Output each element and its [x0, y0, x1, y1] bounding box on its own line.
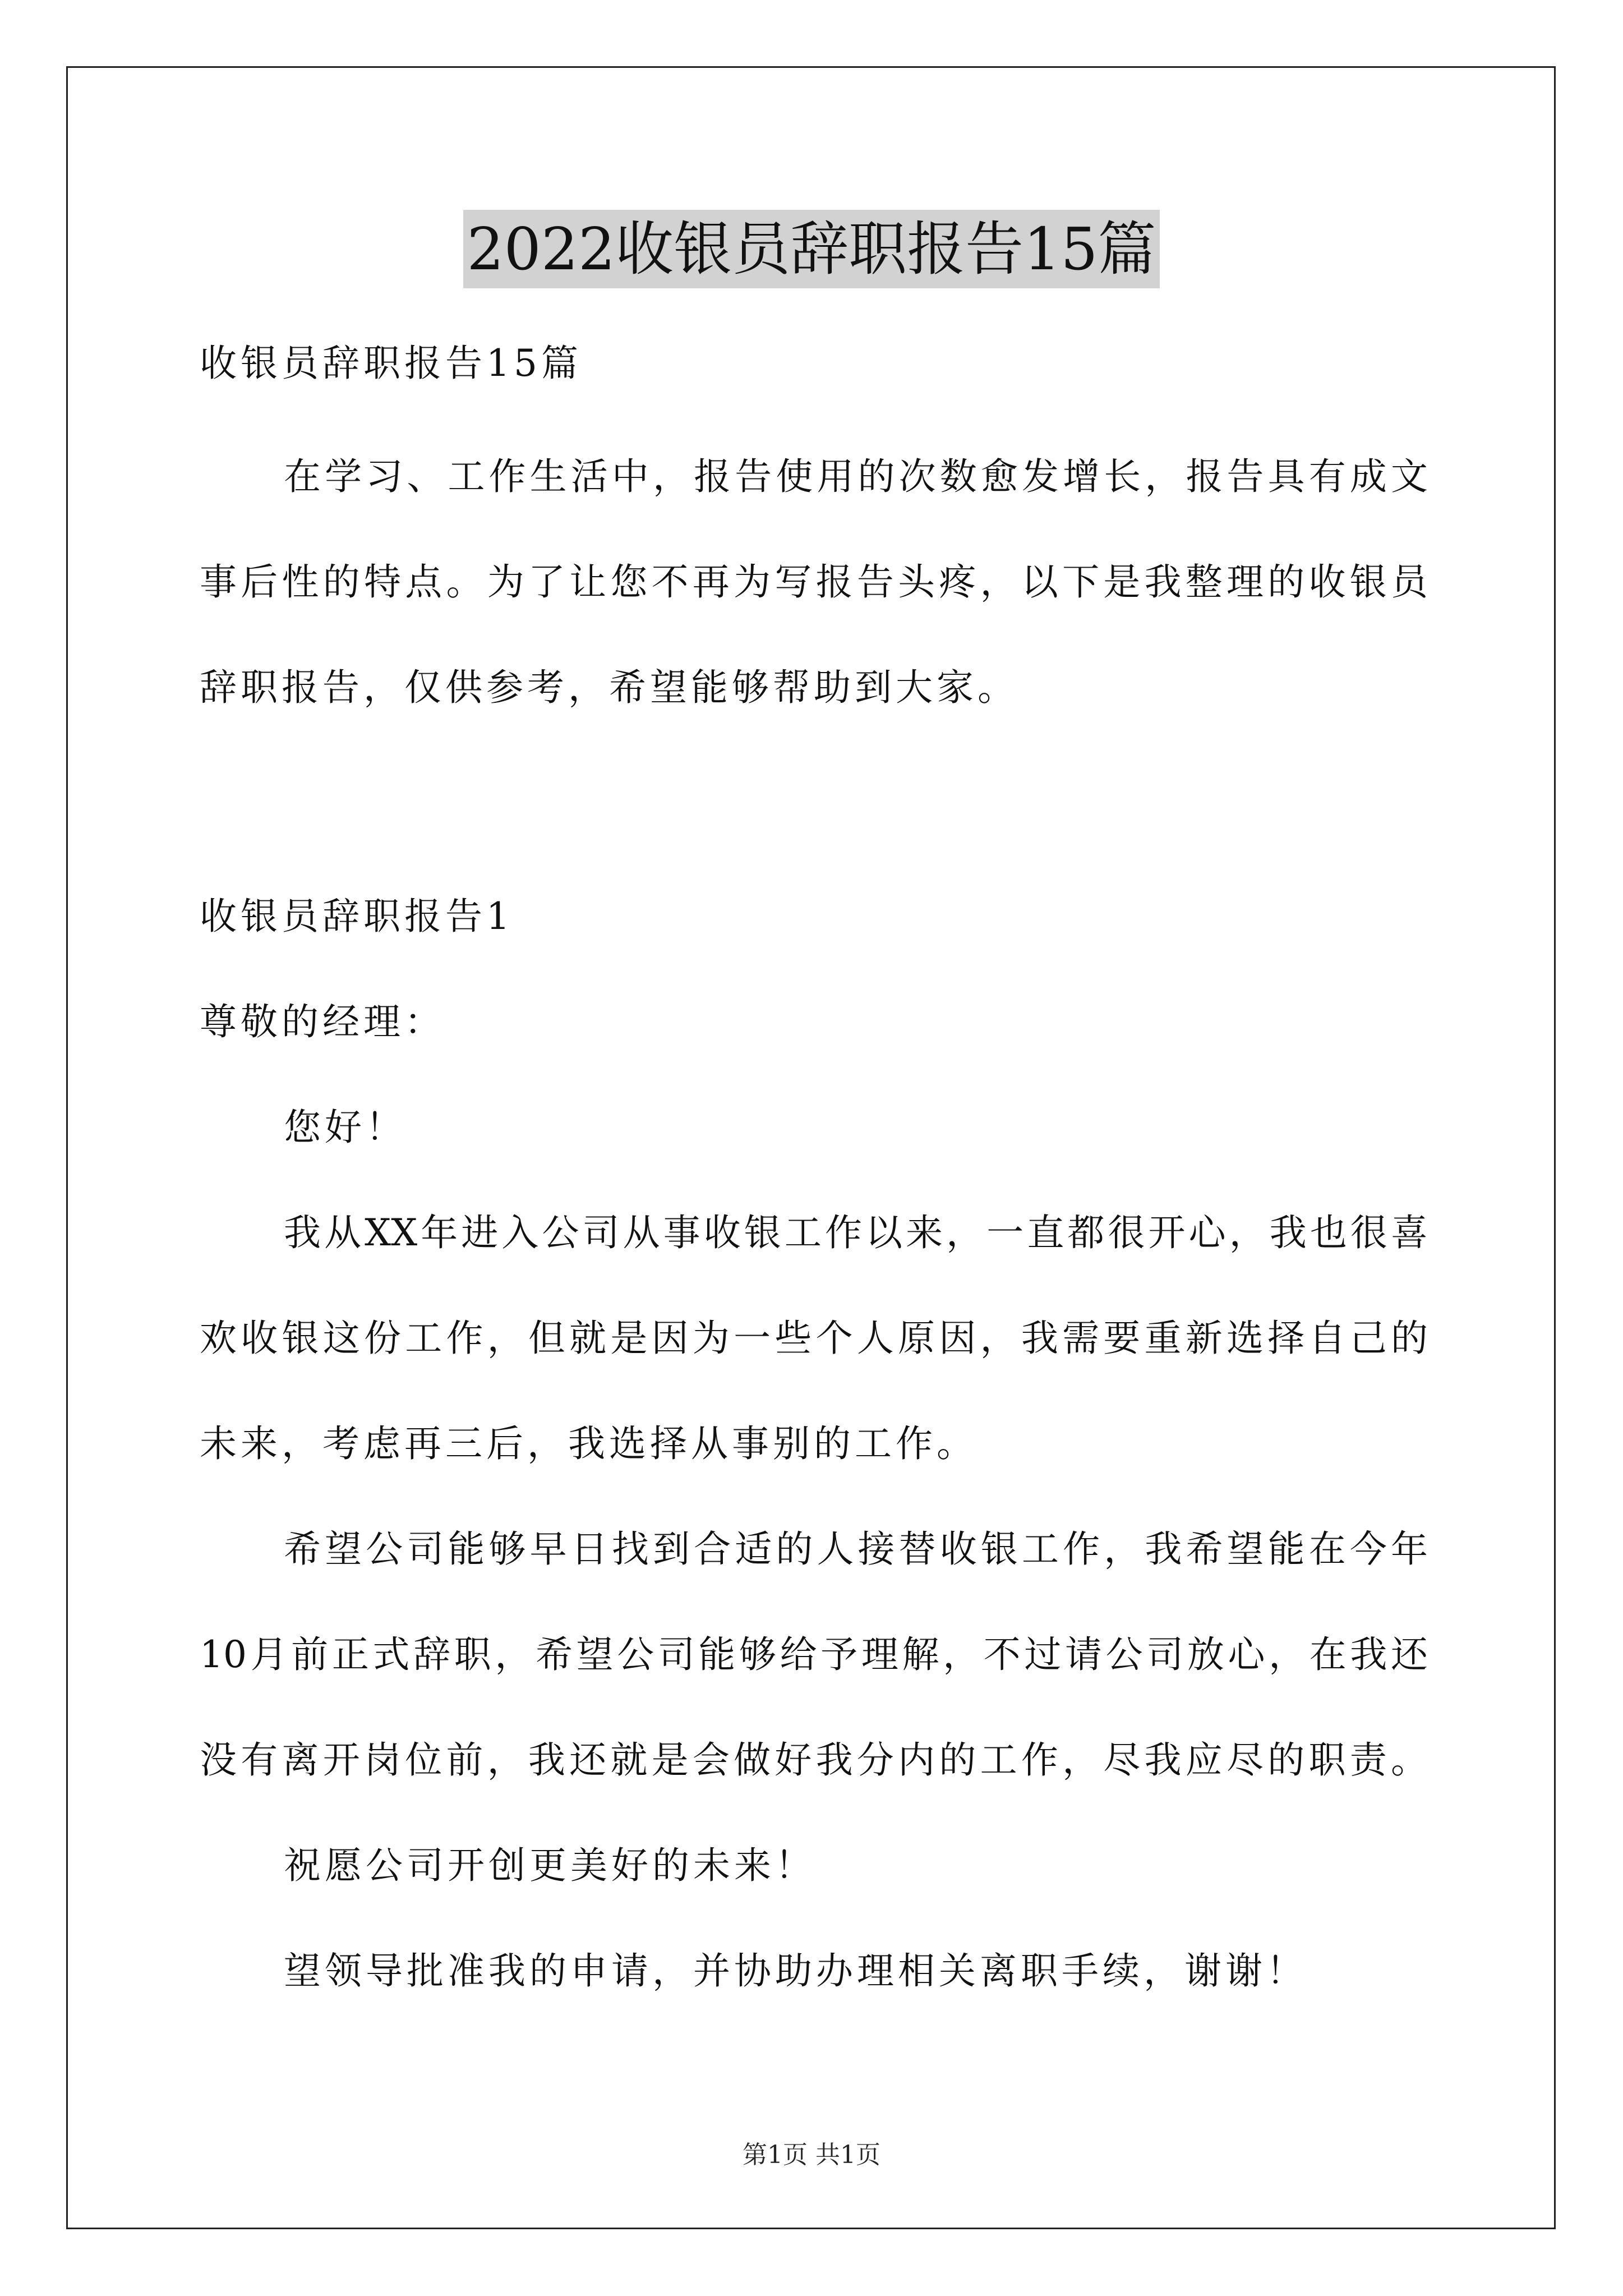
intro-line-3: 辞职报告，仅供参考，希望能够帮助到大家。: [200, 666, 1018, 709]
salutation: 尊敬的经理：: [200, 1000, 445, 1043]
paragraph-1-line-3: 未来，考虑再三后，我选择从事别的工作。: [200, 1422, 978, 1465]
page-footer: 第1页 共1页: [743, 2141, 880, 2169]
intro-line-1: 在学习、工作生活中，报告使用的次数愈发增长，报告具有成文: [284, 455, 1428, 498]
paragraph-3: 祝愿公司开创更美好的未来！: [284, 1844, 816, 1887]
paragraph-1-line-1: 我从XX年进入公司从事收银工作以来，一直都很开心，我也很喜: [284, 1211, 1428, 1254]
document-subtitle: 收银员辞职报告15篇: [200, 342, 582, 385]
paragraph-2-line-1: 希望公司能够早日找到合适的人接替收银工作，我希望能在今年: [284, 1527, 1428, 1571]
title-container: [0, 210, 1623, 288]
section-heading: 收银员辞职报告1: [200, 895, 514, 938]
document-title: 2022收银员辞职报告15篇: [463, 210, 1159, 288]
greeting: 您好！: [284, 1106, 407, 1149]
intro-line-2: 事后性的特点。为了让您不再为写报告头疼，以下是我整理的收银员: [200, 560, 1428, 604]
paragraph-1-line-2: 欢收银这份工作，但就是因为一些个人原因，我需要重新选择自己的: [200, 1317, 1428, 1360]
paragraph-2-line-3: 没有离开岗位前，我还就是会做好我分内的工作，尽我应尽的职责。: [200, 1738, 1428, 1782]
paragraph-4: 望领导批准我的申请，并协助办理相关离职手续，谢谢！: [284, 1949, 1307, 1993]
paragraph-2-line-2: 10月前正式辞职，希望公司能够给予理解，不过请公司放心，在我还: [200, 1633, 1428, 1676]
